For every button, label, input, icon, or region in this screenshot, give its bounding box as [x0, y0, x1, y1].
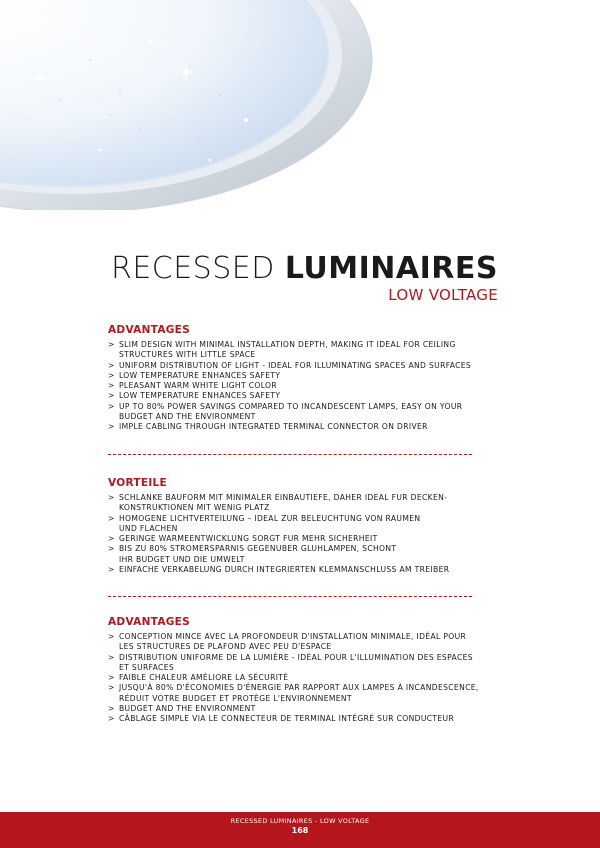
list-item: KONSTRUKTIONEN MIT WENIG PLATZ: [119, 503, 270, 513]
title-block: [0, 252, 498, 304]
list-item: > EINFACHE VERKABELUNG DURCH INTEGRIERTEN KLEMMANSCHLUSS AM TREIBER: [108, 565, 450, 575]
list-item: > DISTRIBUTION UNIFORME DE LA LUMIÈRE - IDÉAL POUR L'ILLUMINATION DES ESPACES: [108, 652, 473, 662]
footer-text: RECESSED LUMINAIRES - LOW VOLTAGE: [230, 817, 370, 825]
section-divider: [108, 596, 472, 597]
list-item: STRUCTURES WITH LITTLE SPACE: [119, 350, 256, 360]
list-item: RÉDUIT VOTRE BUDGET ET PROTÈGE L'ENVIRONNEMENT: [119, 693, 352, 703]
list-item: > UNIFORM DISTRIBUTION OF LIGHT - IDEAL FOR ILLUMINATING SPACES AND SURFACES: [108, 360, 472, 370]
vorteile-list: [108, 493, 528, 575]
list-item: > IMPLE CABLING THROUGH INTEGRATED TERMINAL CONNECTOR ON DRIVER: [108, 422, 428, 432]
list-item: > LOW TEMPERATURE ENHANCES SAFETY: [108, 370, 281, 380]
title-light: RECESSED: [110, 251, 275, 286]
list-item: IHR BUDGET UND DIE UMWELT: [119, 554, 245, 564]
section-heading: ADVANTAGES: [108, 324, 190, 336]
list-item: > SLIM DESIGN WITH MINIMAL INSTALLATION DEPTH, MAKING IT IDEAL FOR CEILING: [108, 340, 456, 349]
section-divider: [108, 454, 472, 455]
list-item: > BUDGET AND THE ENVIRONMENT: [108, 704, 256, 714]
list-item: > PLEASANT WARM WHITE LIGHT COLOR: [108, 381, 277, 391]
section-advantages-en: [108, 324, 528, 433]
product-image: [0, 0, 600, 210]
title-bold: LUMINAIRES: [284, 251, 498, 286]
section-heading: ADVANTAGES: [108, 616, 190, 628]
page-subtitle: LOW VOLTAGE: [388, 286, 498, 304]
list-item: > HOMOGENE LICHTVERTEILUNG – IDEAL ZUR BELEUCHTUNG VON RAUMEN: [108, 513, 421, 523]
list-item: > JUSQU'À 80% D'ÉCONOMIES D'ÉNERGIE PAR RAPPORT AUX LAMPES À INCANDESCENCE,: [108, 683, 479, 693]
list-item: > GERINGE WARMEENTWICKLUNG SORGT FUR MEHR SICHERHEIT: [108, 534, 378, 544]
page-footer: [0, 812, 600, 848]
page-title: [0, 252, 498, 286]
recessed-luminaire-illustration: [0, 0, 600, 210]
advantages-fr-list: [108, 632, 528, 725]
list-item: > CONCEPTION MINCE AVEC LA PROFONDEUR D'INSTALLATION MINIMALE, IDÉAL POUR: [108, 632, 467, 641]
section-advantages-fr: [108, 616, 528, 725]
list-item: > FAIBLE CHALEUR AMÉLIORE LA SÉCURITÉ: [108, 673, 289, 683]
list-item: > UP TO 80% POWER SAVINGS COMPARED TO INCANDESCENT LAMPS, EASY ON YOUR: [108, 401, 463, 411]
page-number: 168: [291, 826, 309, 835]
section-vorteile-de: [108, 477, 528, 575]
section-heading: VORTEILE: [108, 477, 167, 489]
advantages-list: [108, 340, 528, 433]
list-item: ET SURFACES: [119, 662, 175, 672]
list-item: > SCHLANKE BAUFORM MIT MINIMALER EINBAUTIEFE, DAHER IDEAL FUR DECKEN-: [108, 493, 448, 502]
list-item: > BIS ZU 80% STROMERSPARNIS GEGENUBER GLUHLAMPEN, SCHONT: [108, 544, 397, 554]
list-item: UND FLACHEN: [119, 523, 178, 533]
list-item: > LOW TEMPERATURE ENHANCES SAFETY: [108, 391, 281, 401]
list-item: BUDGET AND THE ENVIRONMENT: [119, 412, 256, 422]
list-item: > CÂBLAGE SIMPLE VIA LE CONNECTEUR DE TERMINAL INTÉGRÉ SUR CONDUCTEUR: [108, 714, 455, 724]
list-item: LES STRUCTURES DE PLAFOND AVEC PEU D'ESPACE: [119, 642, 332, 652]
